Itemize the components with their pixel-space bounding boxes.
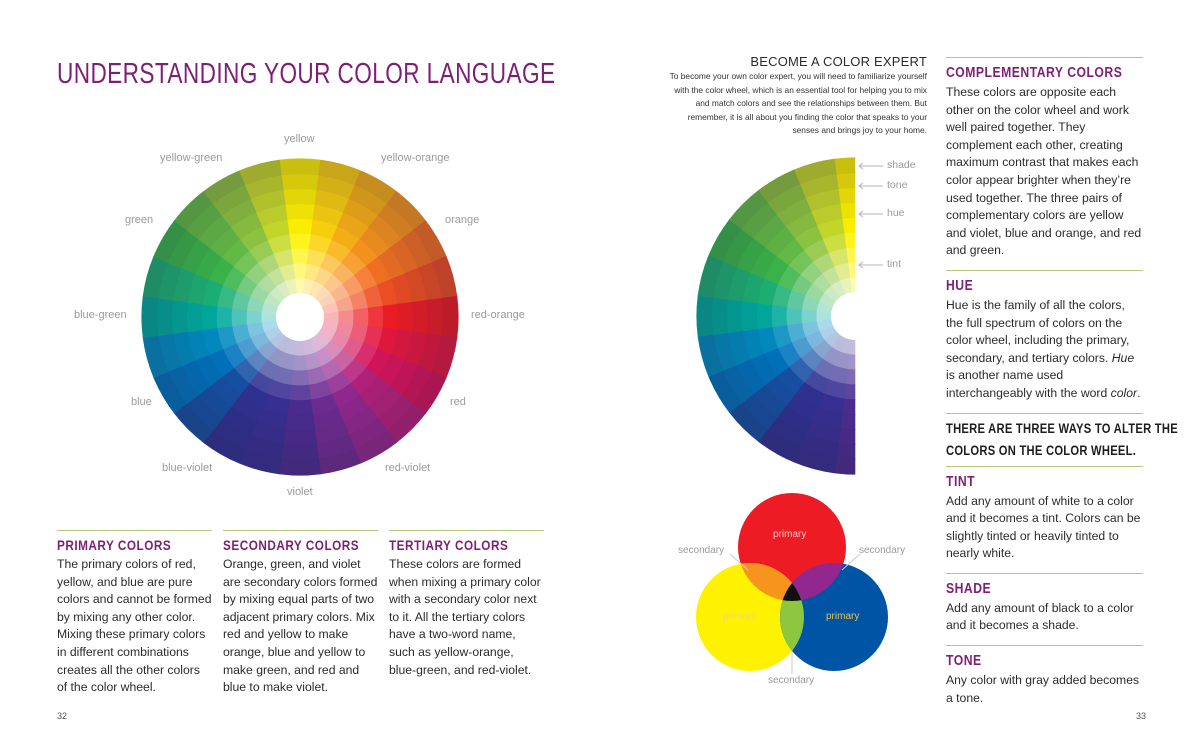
wheel-label-blue-green: blue-green bbox=[74, 309, 127, 321]
tone-section bbox=[946, 646, 1143, 707]
venn-label-right-primary: primary bbox=[826, 611, 860, 622]
shade-section bbox=[946, 574, 1143, 635]
tertiary-colors-heading: TERTIARY COLORS bbox=[389, 537, 509, 553]
hue-heading: HUE bbox=[946, 277, 974, 294]
tint-heading: TINT bbox=[946, 473, 976, 490]
secondary-colors-column bbox=[223, 530, 378, 697]
tint-section bbox=[946, 467, 1143, 563]
wheel-label-blue: blue bbox=[131, 396, 152, 408]
tone-heading: TONE bbox=[946, 653, 982, 670]
annotation-hue: hue bbox=[887, 207, 905, 219]
ways-note-line2: COLORS ON THE COLOR WHEEL. bbox=[946, 442, 1137, 458]
hue-text: Hue is the family of all the colors, the full spectrum of colors on the color wheel, including the primary, secondary, and tertiary colors. Hue is another name used interchangeably with the word color. bbox=[946, 297, 1141, 400]
secondary-colors-heading: SECONDARY COLORS bbox=[223, 537, 360, 553]
half-color-wheel bbox=[696, 157, 866, 475]
wheel-label-red-orange: red-orange bbox=[471, 309, 525, 321]
venn-label-secondary-left: secondary bbox=[678, 545, 725, 556]
wheel-label-red-violet: red-violet bbox=[385, 462, 431, 474]
wheel-label-blue-violet: blue-violet bbox=[162, 462, 213, 474]
wheel-label-yellow: yellow bbox=[284, 133, 315, 145]
venn-label-left-primary: primary bbox=[723, 611, 757, 622]
expert-title: BECOME A COLOR EXPERT bbox=[750, 54, 927, 69]
annotation-tint: tint bbox=[887, 258, 902, 270]
ways-note-line1: THERE ARE THREE WAYS TO ALTER THE bbox=[946, 420, 1178, 436]
shade-heading: SHADE bbox=[946, 580, 992, 597]
complementary-text: These colors are opposite each other on the color wheel and work well paired together. They complement each other, creating maximum contrast that makes each color appear brighter when they’re used together. The three pairs of complementary colors are yellow and violet, blue and orange, and red and green. bbox=[946, 85, 1142, 258]
wheel-label-orange: orange bbox=[445, 214, 480, 226]
venn-label-top-primary: primary bbox=[773, 529, 807, 540]
page-title: UNDERSTANDING YOUR COLOR LANGUAGE bbox=[57, 58, 556, 90]
wheel-label-yellow-orange: yellow-orange bbox=[381, 152, 450, 164]
tone-text: Any color with gray added becomes a tone. bbox=[946, 673, 1140, 705]
wheel-label-green: green bbox=[125, 214, 154, 226]
shade-text: Add any amount of black to a color and it becomes a shade. bbox=[946, 600, 1134, 633]
primary-colors-text: The primary colors of red, yellow, and blue are pure colors and cannot be formed by mixing any other color. Mixing these primary colors in different combinations creates all the other colors of the color wheel. bbox=[57, 557, 212, 695]
primary-colors-heading: PRIMARY COLORS bbox=[57, 537, 172, 553]
wheel-label-yellow-green: yellow-green bbox=[160, 152, 223, 164]
venn-label-secondary-right: secondary bbox=[859, 545, 906, 556]
secondary-colors-text: Orange, green, and violet are secondary colors formed by mixing equal parts of two adjacent primary colors. Mix red and yellow to make orange, blue and yellow to make green, and red and blue to make violet. bbox=[223, 557, 378, 695]
ways-note bbox=[946, 414, 1178, 462]
tertiary-colors-column bbox=[389, 530, 544, 679]
color-wheel bbox=[140, 157, 460, 477]
tint-text: Add any amount of white to a color and it becomes a tint. Colors can be slightly tinted or heavily tinted to nearly white. bbox=[946, 493, 1141, 561]
wheel-label-violet: violet bbox=[287, 486, 313, 498]
expert-text: To become your own color expert, you will need to familiarize yourself with the color wheel, which is an essential tool for helping you to mix and match colors and see the relationships between them. But remember, it is all about you finding the color that speaks to your senses and brings joy to your home. bbox=[669, 71, 927, 135]
page-number-left: 32 bbox=[57, 711, 68, 721]
primary-colors-column bbox=[57, 530, 212, 697]
annotation-shade: shade bbox=[887, 159, 916, 171]
annotation-arrows bbox=[855, 155, 890, 275]
tertiary-colors-text: These colors are formed when mixing a primary color with a secondary color next to it. All the tertiary colors have a two-word name, such as yellow-orange, blue-green, and red-violet. bbox=[389, 557, 541, 677]
primary-venn-diagram bbox=[690, 490, 900, 680]
right-sidebar bbox=[946, 57, 1178, 707]
complementary-section bbox=[946, 58, 1143, 260]
annotation-tone: tone bbox=[887, 179, 908, 191]
page-number-right: 33 bbox=[1136, 711, 1147, 721]
wheel-label-red: red bbox=[450, 396, 466, 408]
complementary-heading: COMPLEMENTARY COLORS bbox=[946, 65, 1123, 81]
venn-label-secondary-bottom: secondary bbox=[768, 675, 815, 686]
hue-section bbox=[946, 271, 1143, 403]
